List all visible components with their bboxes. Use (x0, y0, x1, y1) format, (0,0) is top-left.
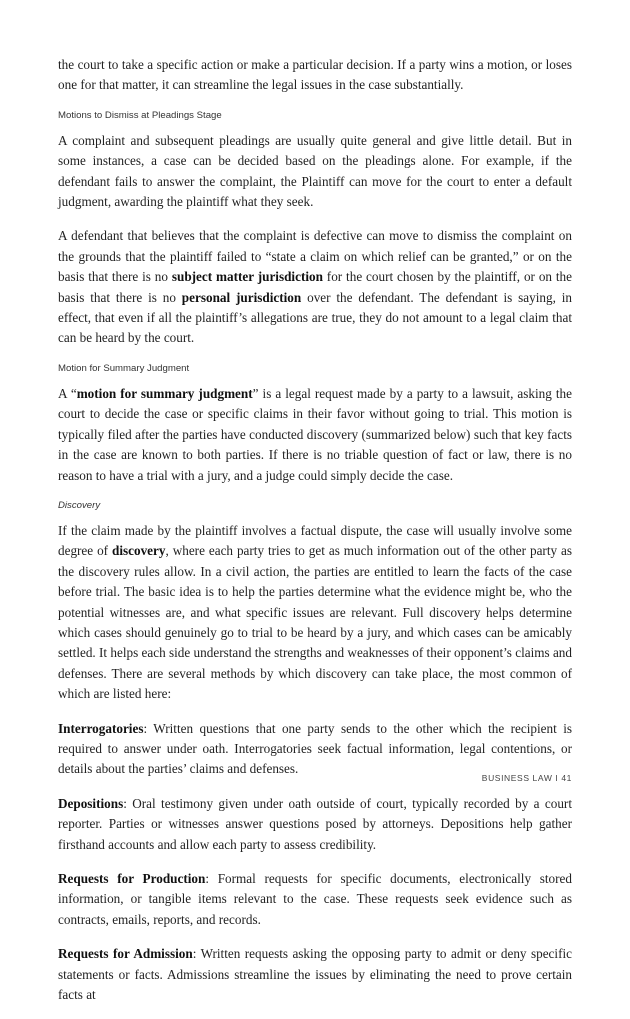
term-interrogatories: Interrogatories (58, 720, 144, 736)
paragraph-motion-to-dismiss: A defendant that believes that the complaint is defective can move to dismiss the complaint on the grounds that the plaintiff failed to “state a claim on which relief can be granted,” or on the basis that there is no subject matter jurisdiction for the court chosen by the plaintiff, or on the basis that there is no personal jurisdiction over the defendant. The defendant is saying, in effect, that even if all the plaintiff’s allegations are true, they do not amount to a legal claim that can be heard by the court. (58, 228, 572, 346)
paragraph-discovery: If the claim made by the plaintiff involves a factual dispute, the case will usually involve some degree of discovery, where each party tries to get as much information out of the other party as the discovery rules allow. In a civil action, the parties are entitled to learn the facts of the case before trial. The basic idea is to help the parties determine what the evidence might be, who the potential witnesses are, and what specific issues are relevant. Full discovery helps determine which cases should genuinely go to trial to be heard by a jury, and which cases can be amicably settled. It helps each side understand the strengths and weaknesses of their opponent’s claims and defenses. There are several methods by which discovery can take place, the most common of which are listed here: (58, 522, 572, 702)
discovery-method-requests-for-admission: Requests for Admission: Written requests asking the opposing party to admit or deny specific statements or facts. Admissions streamline the issues by eliminating the need to prove certain facts at (58, 946, 572, 1003)
term-requests-for-production: Requests for Production (58, 871, 206, 886)
paragraph-pleadings: A complaint and subsequent pleadings are usually quite general and give little detail. But in some instances, a case can be decided based on the pleadings alone. For example, if the defendant fails to answer the complaint, the Plaintiff can move for the court to enter a default judgment, awarding the plaintiff what they seek. (58, 132, 572, 210)
page-footer: BUSINESS LAW I 41 (481, 773, 572, 783)
discovery-method-interrogatories: Interrogatories: Written questions that one party sends to the other which the recipient is required to answer under oath. Interrogatories seek factual information, legal contentions, or details about the parties’ claims and defenses. (58, 720, 572, 777)
term-personal-jurisdiction: personal jurisdiction (181, 289, 302, 305)
term-subject-matter-jurisdiction: subject matter jurisdiction (171, 269, 323, 285)
intro-paragraph: the court to take a specific action or make a particular decision. If a party wins a motion, or loses one for that matter, it can streamline the legal issues in the case substantially. (58, 57, 572, 93)
term-depositions: Depositions (58, 795, 124, 811)
term-motion-for-summary-judgment: motion for summary judgment (76, 385, 253, 401)
discovery-method-depositions: Depositions: Oral testimony given under oath outside of court, typically recorded by a court reporter. Parties or witnesses answer questions posed by attorneys. Depositions help gather firsthand accounts and allow each party to assess credibility. (58, 795, 572, 852)
term-discovery: discovery (112, 543, 166, 559)
term-requests-for-admission: Requests for Admission (58, 946, 193, 962)
section-heading-motions-to-dismiss: Motions to Dismiss at Pleadings Stage (58, 109, 222, 121)
section-heading-summary-judgment: Motion for Summary Judgment (58, 362, 190, 374)
discovery-method-requests-for-production: Requests for Production: Formal requests for specific documents, electronically stored information, or tangible items relevant to the case. These requests seek evidence such as contracts, emails, reports, and records. (58, 871, 572, 927)
section-heading-discovery: Discovery (58, 499, 101, 511)
document-page (58, 55, 572, 1019)
paragraph-summary-judgment: A “motion for summary judgment” is a legal request made by a party to a lawsuit, asking the court to decide the case or specific claims in their favor without going to trial. This motion is typically filed after the parties have conducted discovery (summarized below) such that key facts in the case are known to both parties. If there is no triable question of fact or law, there is no reason to have a trial with a jury, and a judge could simply decide the case. (58, 385, 572, 483)
